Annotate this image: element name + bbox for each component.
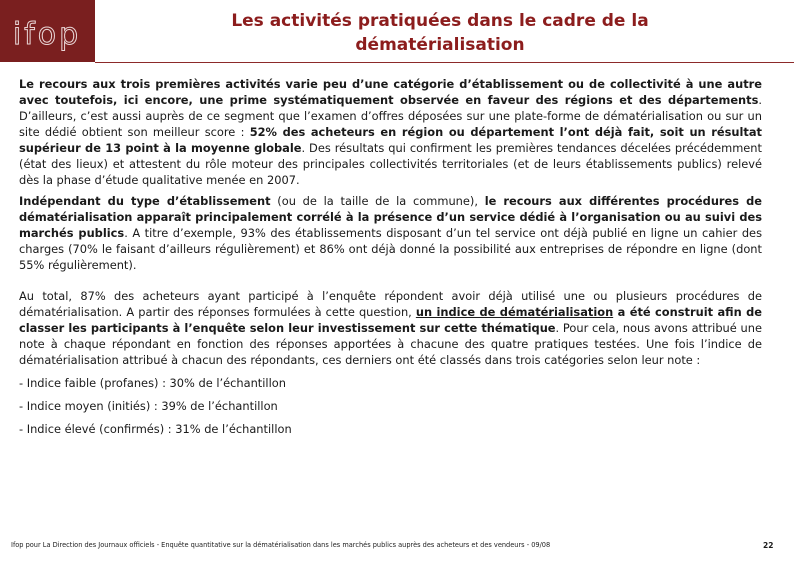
list-item: - Indice faible (profanes) : 30% de l’échantillon <box>19 376 286 390</box>
body-text <box>19 76 762 437</box>
title-rule <box>95 62 794 63</box>
logo-text: ifop <box>12 17 82 52</box>
p1-text-2: . Des résultats qui confirment les premières tendances décelées précédemment (état des lieux) et attestent du rôle moteur des principales collectivités territoriales (et de leurs établissements publics) relevé dès la phase d’étude qualitative menée en 2007. <box>19 141 762 187</box>
ifop-logo <box>0 0 95 62</box>
p3-text-1: Au total, 87% des acheteurs ayant participé à l’enquête répondent avoir déjà utilisé une ou plusieurs procédures de dématérialisation. A partir des réponses formulées à cette question, <box>19 289 762 319</box>
p2-bold-intro: Indépendant du type d’établissement <box>19 194 271 208</box>
paragraph-3 <box>19 288 762 368</box>
paragraph-1 <box>19 76 762 188</box>
p3-bold-main: a été construit afin de classer les participants à l’enquête selon leur investissement sur cette thématique <box>19 305 763 335</box>
page-number: 22 <box>763 541 774 550</box>
footer-text: Ifop pour La Direction des Journaux officiels - Enquête quantitative sur la dématérialisation dans les marchés publics auprès des acheteurs et des vendeurs - 09/08 <box>11 541 551 549</box>
p2-text-2: . A titre d’exemple, 93% des établissements disposant d’un tel service ont déjà publié en ligne un cahier des charges (70% le faisant d’ailleurs régulièrement) et 86% ont déjà donné la possibilité aux entreprises de répondre en ligne (dont 55% régulièrement). <box>19 226 762 272</box>
p2-text-1: (ou de la taille de la commune), <box>270 194 485 208</box>
p1-bold-result: 52% des acheteurs en région ou département l’ont déjà fait, soit un résultat supérieur de 13 point à la moyenne globale <box>19 125 762 155</box>
p1-bold-intro: Le recours aux trois premières activités varie peu d’une catégorie d’établissement ou de collectivité à une autre avec toutefois, ici encore, une prime systématiquement observée en faveur des régions et des départements <box>19 77 762 107</box>
title-line-2: dématérialisation <box>355 35 525 55</box>
ifop-logo-mark <box>0 0 95 62</box>
p3-text-2: . Pour cela, nous avons attribué une note à chaque répondant en fonction des réponses apportées à chacune des quatre pratiques testées. Une fois l’indice de dématérialisation attribué à chacun des répondants, ces derniers ont été classés dans trois catégories selon leur note : <box>19 321 762 367</box>
p2-bold-main: le recours aux différentes procédures de dématérialisation apparaît principalement corrélé à la présence d’un service dédié à l’organisation ou au suivi des marchés publics <box>19 194 762 240</box>
list-item: - Indice moyen (initiés) : 39% de l’échantillon <box>19 399 278 413</box>
page-title <box>110 9 770 57</box>
list-item: - Indice élevé (confirmés) : 31% de l’échantillon <box>19 422 292 436</box>
paragraph-2 <box>19 193 762 273</box>
p1-text-1: . D’ailleurs, c’est aussi auprès de ce segment que l’examen d’offres déposées sur une plate-forme de dématérialisation ou sur un site dédié obtient son meilleur score : <box>19 93 762 139</box>
p3-index-term: un indice de dématérialisation <box>415 305 614 319</box>
title-line-1: Les activités pratiquées dans le cadre de la <box>231 11 649 31</box>
index-list <box>19 375 762 437</box>
